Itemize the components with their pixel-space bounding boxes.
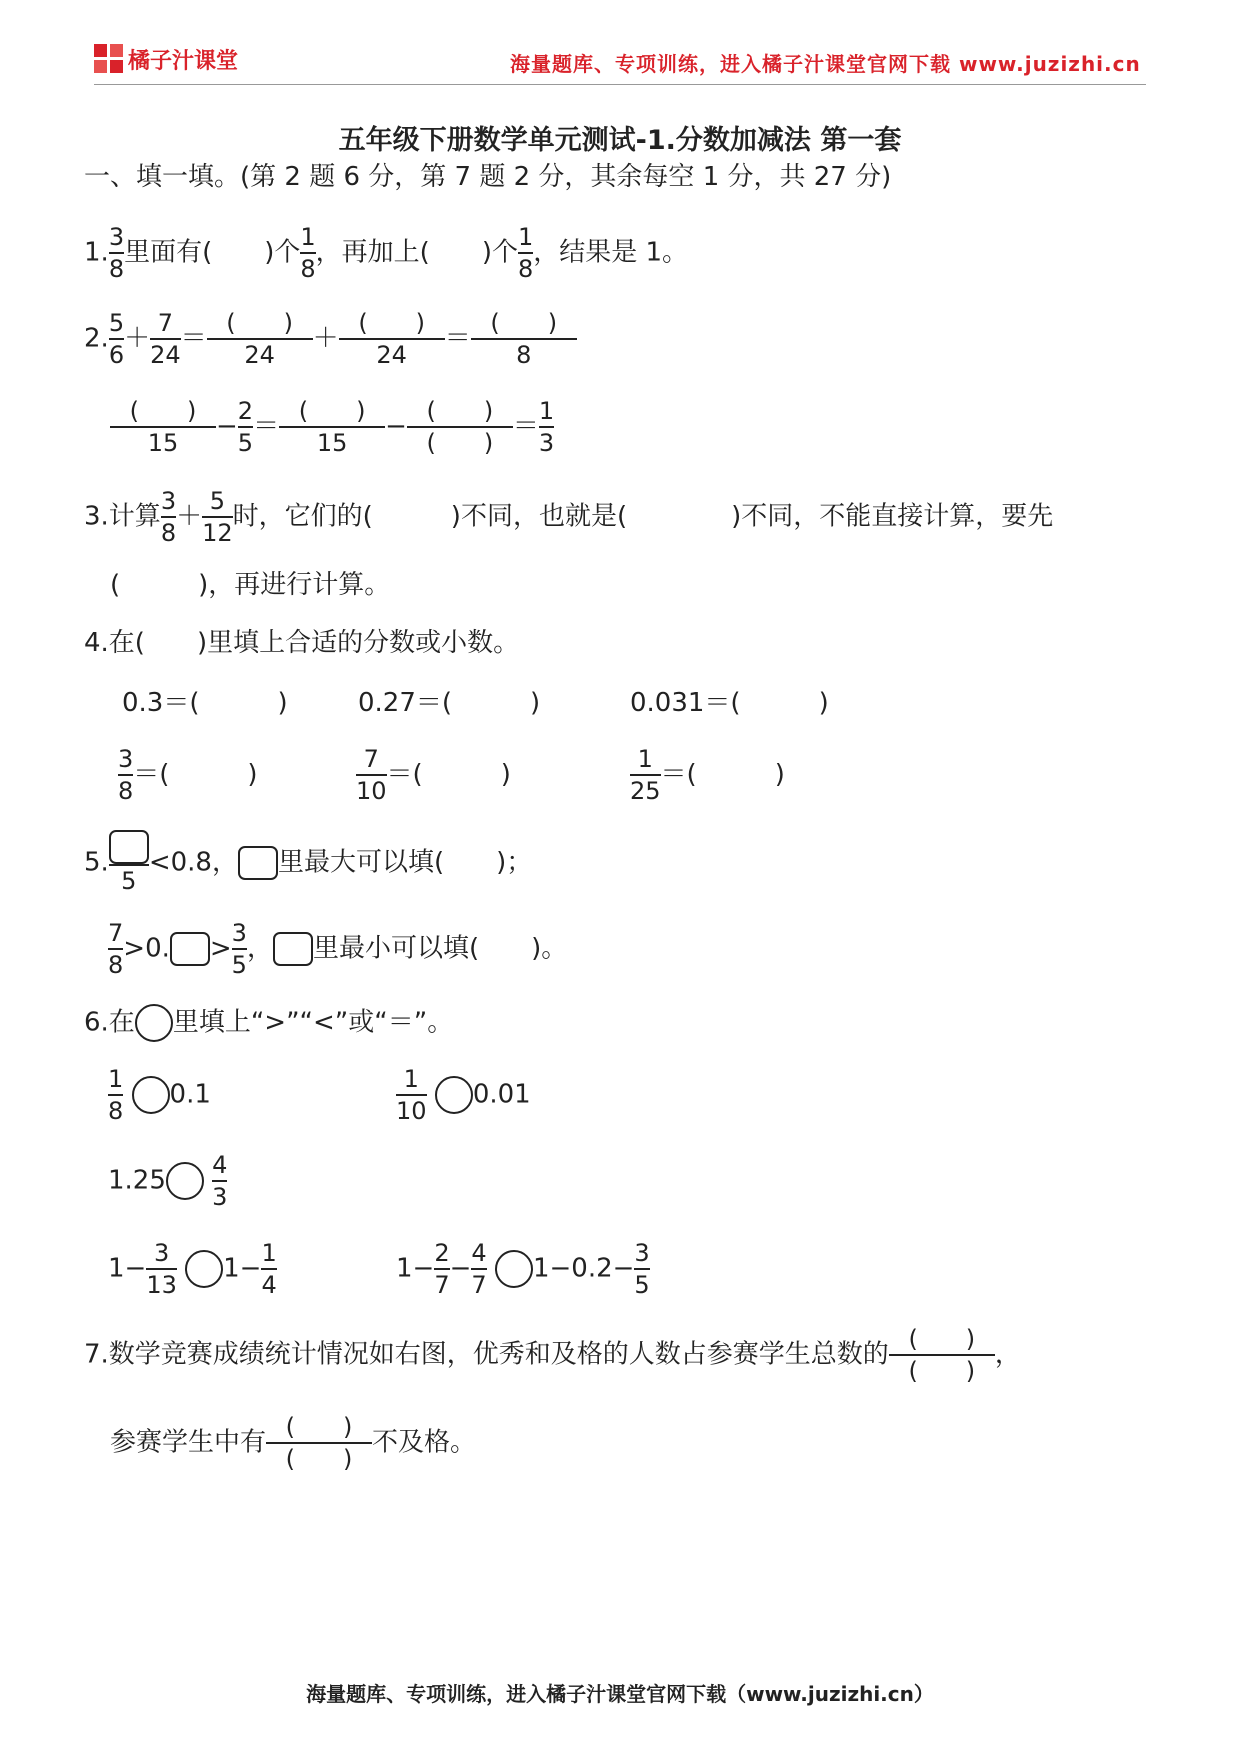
q2-blank-4: $\frac{( )}{15}$: [110, 396, 216, 458]
q6-item-4: 1− $\frac{3}{13}$ 1− $\frac{1}{4}$: [108, 1239, 277, 1299]
logo-icon: [94, 44, 124, 74]
page-title: 五年级下册数学单元测试-1.分数加减法 第一套: [338, 125, 902, 156]
square-box-icon: [238, 846, 278, 880]
header-slogan: 海量题库、专项训练，进入橘子汁课堂官网下载 www.juzizhi.cn: [510, 52, 1141, 76]
q1-text-1: 里面有( )个: [124, 237, 301, 268]
question-1: [84, 222, 688, 284]
q4-item-3: 0.031＝( ): [630, 688, 829, 718]
question-7: 7.数学竞赛成绩统计情况如右图，优秀和及格的人数占参赛学生总数的 $\frac{( )}{( )}$ ，: [84, 1325, 1021, 1385]
q1-fraction-a: $\frac{3}{8}$: [108, 223, 125, 283]
q6-item-2: $\frac{1}{10}$ 0.01: [396, 1065, 531, 1125]
q1-text-2: ，再加上( )个: [315, 237, 518, 268]
question-2-line-2: $\frac{( )}{15}$ − $\frac{2}{5}$ ＝ $\frac{( )}{15}$ − $\frac{( )}{( )}$ ＝ $\frac{1}{3}$: [110, 396, 554, 458]
question-6: 6.在 里填上“>”“<”或“＝”。: [84, 1004, 453, 1042]
q2-blank-5: $\frac{( )}{15}$: [279, 396, 385, 458]
question-3: 3.计算 $\frac{3}{8}$ ＋ $\frac{5}{12}$ 时，它们的( )不同，也就是( )不同，不能直接计算，要先: [84, 487, 1054, 547]
circle-icon: [132, 1076, 170, 1114]
circle-icon: [495, 1250, 533, 1288]
q2-blank-3: $\frac{( )}{8}$: [471, 308, 577, 370]
question-5-line-1: 5. 5 <0.8， 里最大可以填( )；: [84, 830, 532, 896]
footer: 海量题库、专项训练，进入橘子汁课堂官网下载（www.juzizhi.cn）: [306, 1682, 934, 1706]
q2-blank-2: $\frac{( )}{24}$: [339, 308, 445, 370]
square-box-icon: [170, 932, 210, 966]
circle-icon: [185, 1250, 223, 1288]
question-5-line-2: $\frac{7}{8}$ >0. > $\frac{3}{5}$ ， 里最小可以填( )。: [108, 919, 568, 979]
q2-blank-6: $\frac{( )}{( )}$: [407, 396, 513, 458]
q4-item-1: 0.3＝( ): [122, 688, 288, 718]
q4-item-5: $\frac{7}{10}$ ＝( ): [356, 745, 511, 805]
q2-number: 2.: [84, 323, 109, 354]
q1-fraction-c: $\frac{1}{8}$: [517, 223, 534, 283]
q1-number: 1.: [84, 237, 109, 268]
q7-blank-1: $\frac{( )}{( )}$: [889, 1324, 995, 1386]
circle-icon: [166, 1162, 204, 1200]
circle-icon: [435, 1076, 473, 1114]
question-3-line-2: ( )，再进行计算。: [110, 570, 391, 600]
section-heading: 一、填一填。(第 2 题 6 分，第 7 题 2 分，其余每空 1 分，共 27 分): [84, 162, 892, 192]
q4-item-4: $\frac{3}{8}$ ＝( ): [118, 745, 258, 805]
square-box-icon: [109, 830, 149, 864]
logo-text: 橘子汁课堂: [128, 49, 239, 74]
q7-blank-2: $\frac{( )}{( )}$: [266, 1412, 372, 1474]
q1-text-3: ，结果是 1。: [533, 237, 689, 268]
question-7-line-2: 参赛学生中有 $\frac{( )}{( )}$ 不及格。: [110, 1413, 477, 1473]
square-box-icon: [273, 932, 313, 966]
q6-item-3: 1.25 $\frac{4}{3}$: [108, 1151, 228, 1211]
circle-icon: [135, 1004, 173, 1042]
q4-item-6: $\frac{1}{25}$ ＝( ): [630, 745, 785, 805]
q6-item-1: $\frac{1}{8}$ 0.1: [108, 1065, 211, 1125]
question-2-line-1: 2. $\frac{5}{6}$ ＋ $\frac{7}{24}$ ＝ $\frac{( )}{24}$ ＋ $\frac{( )}{24}$ ＝ $\frac{( )}{8}$: [84, 308, 577, 370]
q2-blank-1: $\frac{( )}{24}$: [207, 308, 313, 370]
q1-fraction-b: $\frac{1}{8}$: [300, 223, 316, 283]
q6-item-5: 1− $\frac{2}{7}$ − $\frac{4}{7}$ 1−0.2− $\frac{3}{5}$: [396, 1239, 650, 1299]
q4-item-2: 0.27＝( ): [358, 688, 541, 718]
header-divider: [94, 84, 1146, 85]
question-4: 4.在( )里填上合适的分数或小数。: [84, 628, 520, 658]
